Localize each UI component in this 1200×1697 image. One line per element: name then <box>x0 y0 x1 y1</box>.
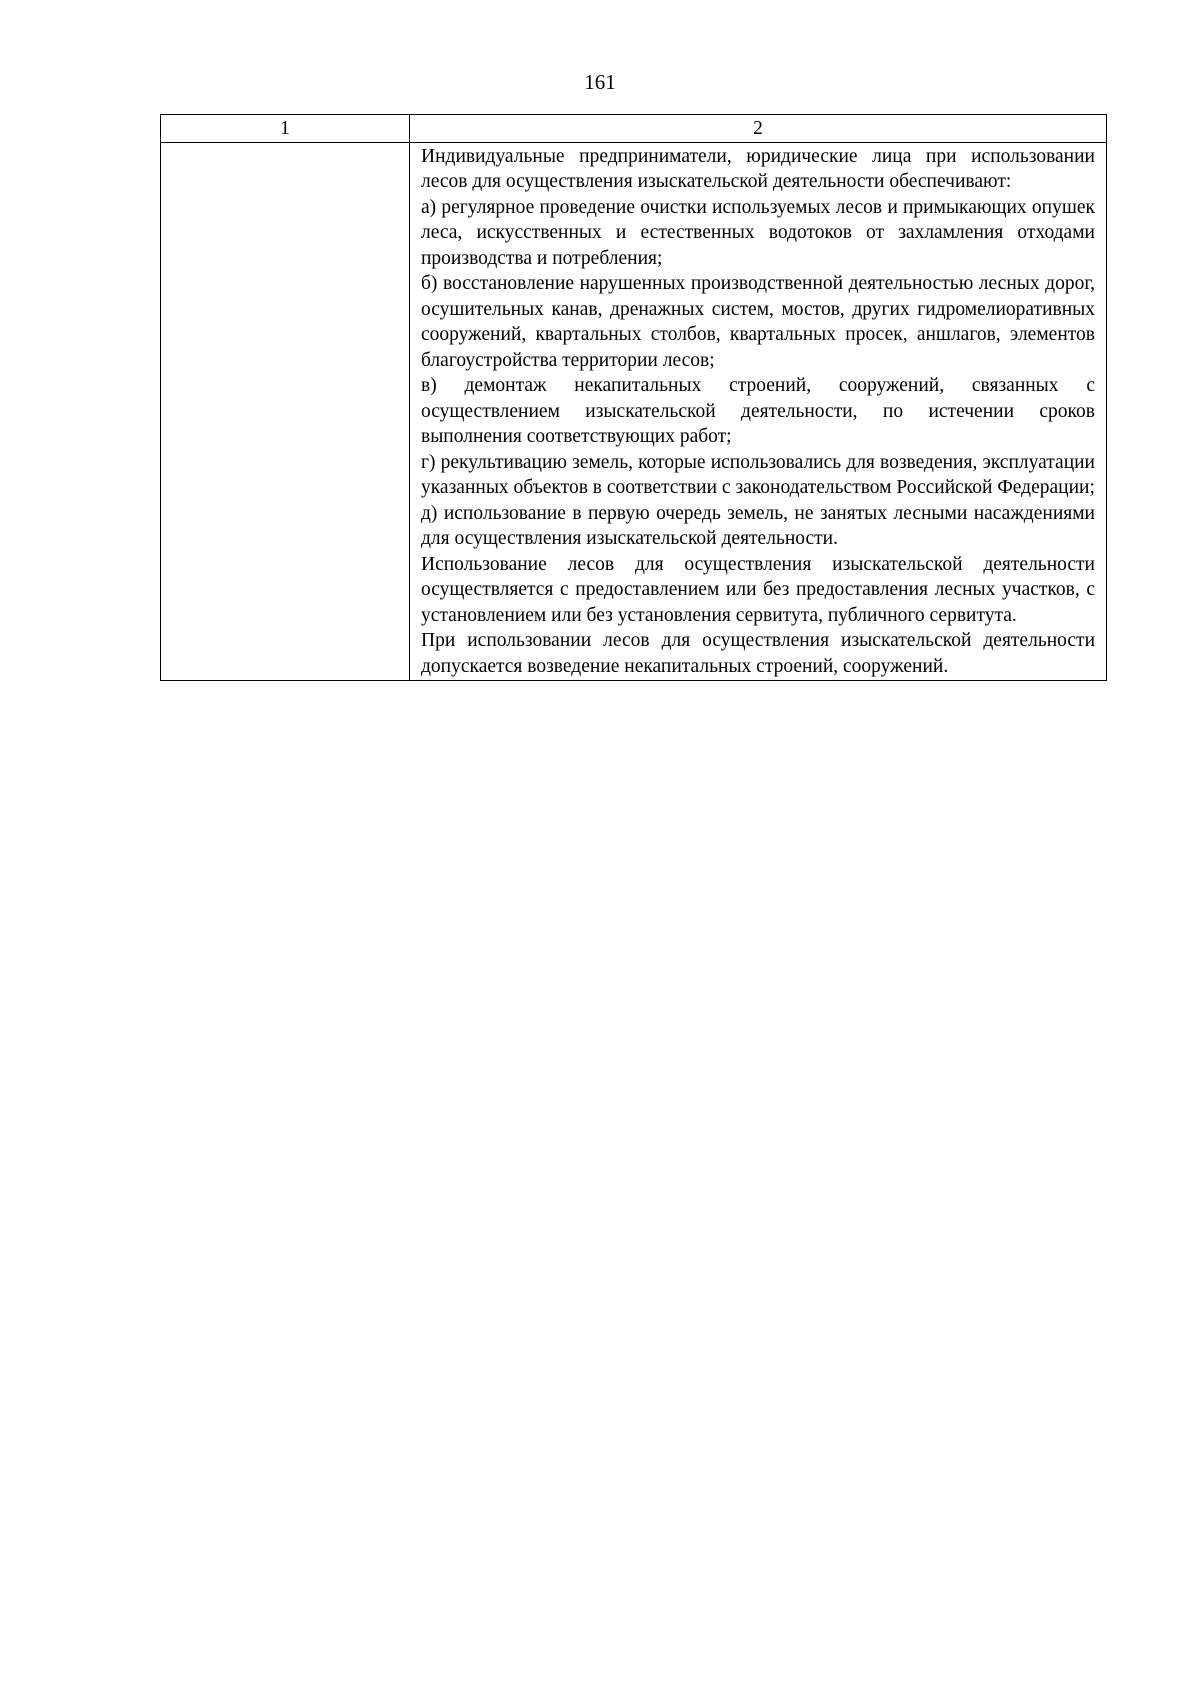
paragraph-construction: При использовании лесов для осуществления изыскательской деятельности допускается возведение некапитальных строений, сооружений. <box>421 630 1095 677</box>
paragraph-item-d: д) использование в первую очередь земель, не занятых лесными насаждениями для осуществления изыскательской деятельности. <box>421 502 1095 549</box>
paragraph-item-b: б) восстановление нарушенных производственной деятельностью лесных дорог, осушительных канав, дренажных систем, мостов, других гидромелиоративных сооружений, квартальных столбов, квартальных просек, аншлагов, элементов благоустройства территории лесов; <box>421 273 1095 371</box>
column-header-1: 1 <box>161 115 410 143</box>
table-cell-col1 <box>161 142 410 681</box>
paragraph-item-g: г) рекультивацию земель, которые использовались для возведения, эксплуатации указанных объектов в соответствии с законодательством Российской Федерации; <box>421 451 1095 498</box>
document-table <box>160 114 1107 681</box>
page-number: 161 <box>584 70 616 94</box>
paragraph-item-a: а) регулярное проведение очистки используемых лесов и примыкающих опушек леса, искусственных и естественных водотоков от захламления отходами производства и потребления; <box>421 196 1095 269</box>
paragraph-usage: Использование лесов для осуществления изыскательской деятельности осуществляется с предоставлением или без предоставления лесных участков, с установлением или без установления сервитута, публичного сервитута. <box>421 553 1095 626</box>
table-cell-col2 <box>410 142 1107 681</box>
table-header-row <box>161 115 1107 143</box>
table-row <box>161 142 1107 681</box>
paragraph-intro: Индивидуальные предприниматели, юридические лица при использовании лесов для осуществления изыскательской деятельности обеспечивают: <box>421 145 1095 192</box>
column-header-2: 2 <box>410 115 1107 143</box>
paragraph-item-v: в) демонтаж некапитальных строений, сооружений, связанных с осуществлением изыскательской деятельности, по истечении сроков выполнения соответствующих работ; <box>421 375 1095 447</box>
